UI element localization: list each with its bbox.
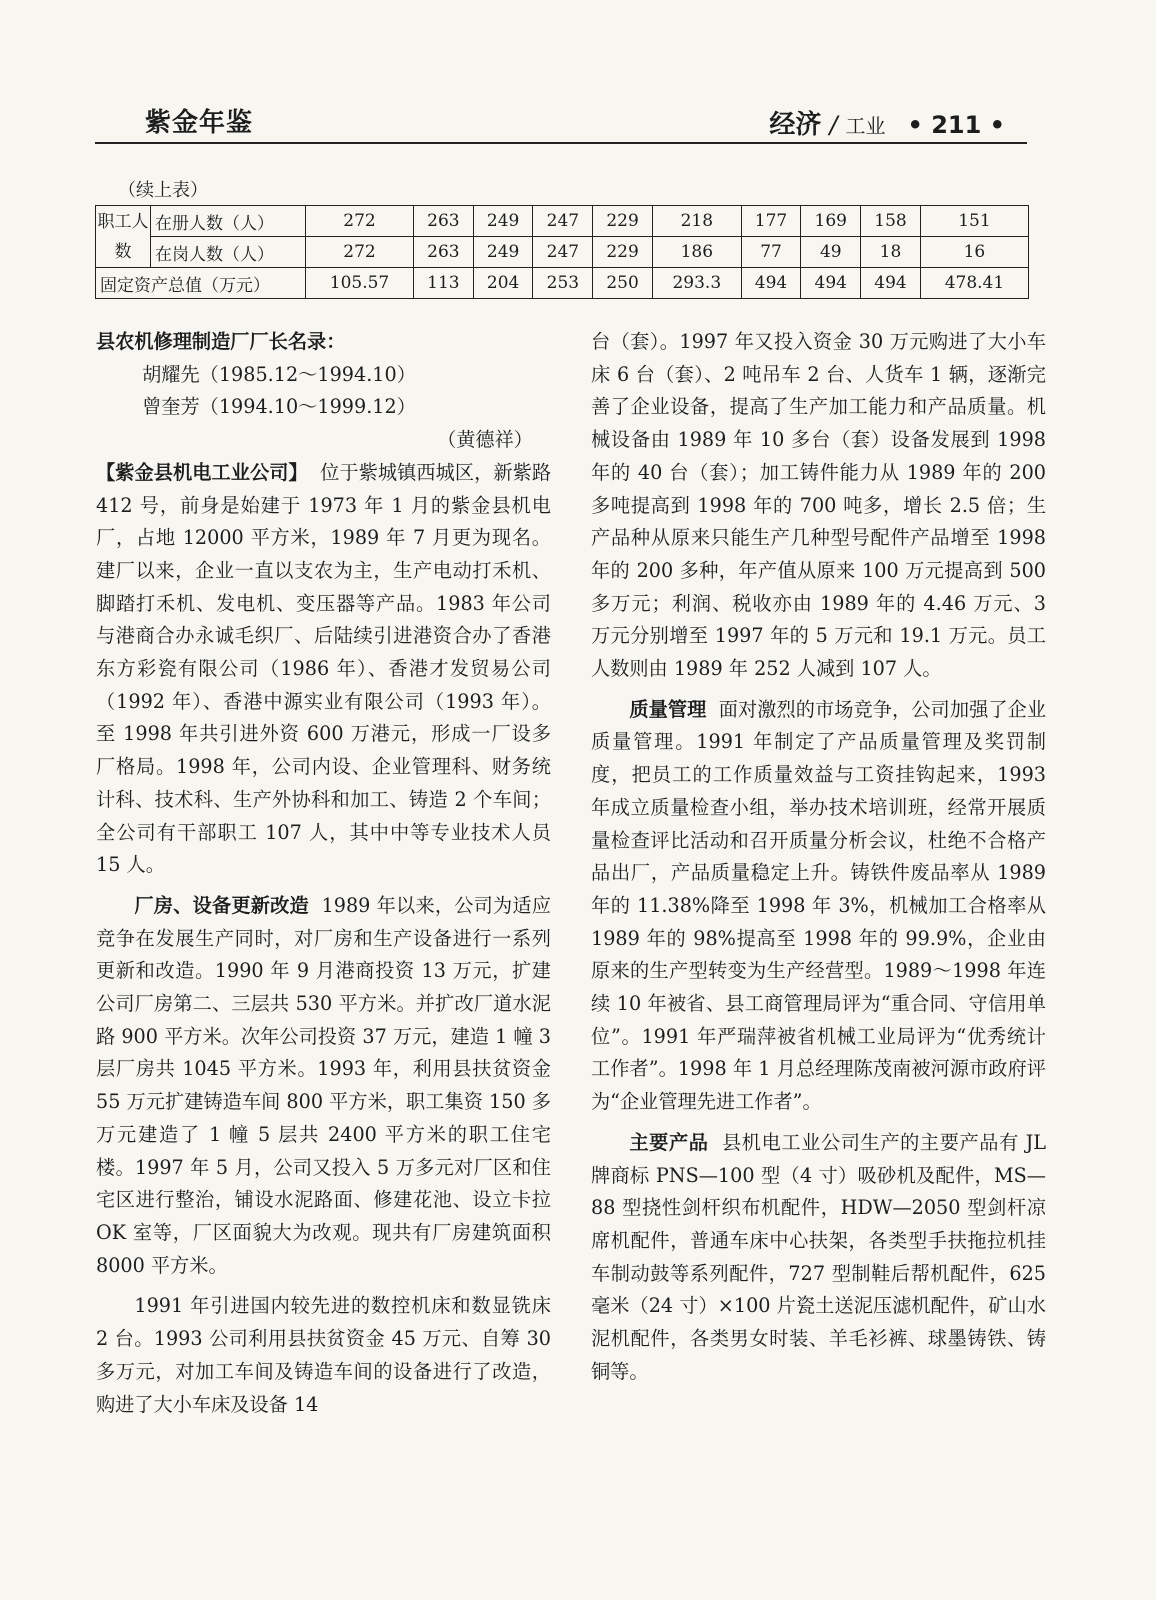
value-cell: 249 bbox=[473, 237, 533, 268]
value-cell: 204 bbox=[473, 268, 533, 299]
subsection-label: 工业 bbox=[845, 114, 886, 138]
row-label-cell: 在册人数（人） bbox=[151, 206, 306, 237]
quality-body: 面对激烈的市场竞争，公司加强了企业质量管理。1991 年制定了产品质量管理及奖罚制度，把员工的工作质量效益与工资挂钩起来，1993 年成立质量检查小组，举办技术培训班，经常开展质量检查评比活动和召开质量分析会议，杜绝不合格产品出厂，产品质量稳定上升。铸铁件废品率从 1989 年的 11.38%降至 1998 年 3%，机械加工合格率从 1989 年的 98%提高至 1998 年的 99.9%，企业由原来的生产型转变为生产经营型。1989～1998 年连续 10 年被省、县工商管理局评为“重合同、守信用单位”。1991 年严瑞萍被省机械工业局评为“优秀统计工作者”。1998 年 1 月总经理陈茂南被河源市政府评为“企业管理先进工作者”。 bbox=[591, 697, 1047, 1114]
table-caption: （续上表） bbox=[118, 180, 208, 201]
value-cell: 249 bbox=[473, 206, 533, 237]
renovation-paragraph bbox=[96, 890, 551, 1282]
entry-body: 位于紫城镇西城区，新紫路 412 号，前身是始建于 1973 年 1 月的紫金县机电厂，占地 12000 平方米，1989 年 7 月更为现名。建厂以来，企业一直以支农为主，生产电动打禾机、脚踏打禾机、发电机、变压器等产品。1983 年公司与港商合办永诚毛织厂、后陆续引进港资合办了香港东方彩瓷有限公司（1986 年）、香港才发贸易公司（1992 年）、香港中源实业有限公司（1993 年）。至 1998 年共引进外资 600 万港元，形成一厂设多厂格局。1998 年，公司内设、企业管理科、财务统计科、技术科、生产外协科和加工、铸造 2 个车间；全公司有干部职工 107 人，其中中等专业技术人员 15 人。 bbox=[96, 460, 552, 877]
value-cell: 263 bbox=[414, 206, 474, 237]
value-cell: 272 bbox=[306, 237, 414, 268]
value-cell: 247 bbox=[533, 237, 593, 268]
value-cell: 494 bbox=[741, 268, 801, 299]
left-column bbox=[96, 326, 551, 1421]
value-cell: 494 bbox=[801, 268, 861, 299]
value-cell: 229 bbox=[593, 206, 653, 237]
renovation-title: 厂房、设备更新改造 bbox=[134, 893, 309, 917]
value-cell: 158 bbox=[861, 206, 921, 237]
row-label-cell: 固定资产总值（万元） bbox=[96, 268, 306, 299]
page-number-value: 211 bbox=[931, 111, 982, 139]
page-number: • 211 • bbox=[907, 111, 1005, 139]
value-cell: 186 bbox=[652, 237, 741, 268]
book-title: 紫金年鉴 bbox=[145, 108, 254, 138]
value-cell: 229 bbox=[593, 237, 653, 268]
value-cell: 494 bbox=[861, 268, 921, 299]
equipment-paragraph: 1991 年引进国内较先进的数控机床和数显铣床 2 台。1993 公司利用县扶贫资金 45 万元、自筹 30 多万元，对加工车间及铸造车间的设备进行了改造，购进了大小车床及设备 14 bbox=[96, 1294, 551, 1416]
row-label-cell: 在岗人数（人） bbox=[151, 237, 306, 268]
quality-paragraph bbox=[591, 694, 1046, 1119]
value-cell: 218 bbox=[652, 206, 741, 237]
value-cell: 272 bbox=[306, 206, 414, 237]
value-cell: 263 bbox=[414, 237, 474, 268]
value-cell: 177 bbox=[741, 206, 801, 237]
table-row bbox=[96, 237, 1029, 268]
entry-paragraph bbox=[96, 457, 551, 882]
directors-heading: 县农机修理制造厂厂长名录： bbox=[96, 330, 346, 353]
group-label-cell: 职工人数 bbox=[96, 206, 151, 268]
staff-assets-table bbox=[95, 205, 1029, 299]
value-cell: 293.3 bbox=[652, 268, 741, 299]
value-cell: 77 bbox=[741, 237, 801, 268]
value-cell: 18 bbox=[861, 237, 921, 268]
author-credit: （黄德祥） bbox=[437, 428, 533, 452]
table-row bbox=[96, 206, 1029, 237]
right-column bbox=[591, 326, 1046, 1389]
director-2: 曾奎芳（1994.10～1999.12） bbox=[142, 395, 416, 419]
value-cell: 253 bbox=[533, 268, 593, 299]
director-1: 胡耀先（1985.12～1994.10） bbox=[142, 362, 416, 386]
section-label: 经济 bbox=[769, 110, 822, 140]
section-heading bbox=[769, 104, 1005, 141]
value-cell: 169 bbox=[801, 206, 861, 237]
value-cell: 16 bbox=[920, 237, 1028, 268]
products-title: 主要产品 bbox=[629, 1130, 709, 1154]
section-separator: / bbox=[829, 111, 838, 139]
value-cell: 250 bbox=[593, 268, 653, 299]
entry-title: 【紫金县机电工业公司】 bbox=[96, 460, 308, 484]
value-cell: 478.41 bbox=[920, 268, 1028, 299]
continuation-paragraph: 台（套）。1997 年又投入资金 30 万元购进了大小车床 6 台（套）、2 吨吊车 2 台、人货车 1 辆，逐渐完善了企业设备，提高了生产加工能力和产品质量。机械设备由 1989 年 10 多台（套）设备发展到 1998 年的 40 台（套）；加工铸件能力从 1989 年的 200 多吨提高到 1998 年的 700 吨多，增长 2.5 倍；生产品种从原来只能生产几种型号配件产品增至 1998 年的 200 多种，年产值从原来 100 万元提高到 500 多万元；利润、税收亦由 1989 年的 4.46 万元、3 万元分别增至 1997 年的 5 万元和 19.1 万元。员工人数则由 1989 年 252 人减到 107 人。 bbox=[591, 330, 1046, 681]
renovation-body: 1989 年以来，公司为适应竞争在发展生产同时，对厂房和生产设备进行一系列更新和改造。1990 年 9 月港商投资 13 万元，扩建公司厂房第二、三层共 530 平方米。并扩改厂道水泥路 900 平方米。次年公司投资 37 万元，建造 1 幢 3 层厂房共 1045 平方米。1993 年，利用县扶贫资金 55 万元扩建铸造车间 800 平方米，职工集资 150 多万元建造了 1 幢 5 层共 2400 平方米的职工住宅楼。1997 年 5 月，公司又投入 5 万多元对厂区和住宅区进行整治，铺设水泥路面、修建花池、设立卡拉 OK 室等，厂区面貌大为改观。现共有厂房建筑面积 8000 平方米。 bbox=[96, 893, 551, 1277]
quality-title: 质量管理 bbox=[629, 697, 707, 721]
value-cell: 113 bbox=[414, 268, 474, 299]
value-cell: 105.57 bbox=[306, 268, 414, 299]
value-cell: 49 bbox=[801, 237, 861, 268]
value-cell: 151 bbox=[920, 206, 1028, 237]
products-paragraph bbox=[591, 1127, 1046, 1389]
page-header bbox=[95, 100, 1027, 144]
value-cell: 247 bbox=[533, 206, 593, 237]
products-body: 县机电工业公司生产的主要产品有 JL 牌商标 PNS—100 型（4 寸）吸砂机及配件，MS—88 型挠性剑杆织布机配件，HDW—2050 型剑杆凉席机配件，普通车床中心扶架，各类型手扶拖拉机挂车制动鼓等系列配件，727 型制鞋后帮机配件，625 毫米（24 寸）×100 片瓷土送泥压滤机配件，矿山水泥机配件，各类男女时装、羊毛衫裤、球墨铸铁、铸铜等。 bbox=[591, 1130, 1046, 1383]
table-row bbox=[96, 268, 1029, 299]
